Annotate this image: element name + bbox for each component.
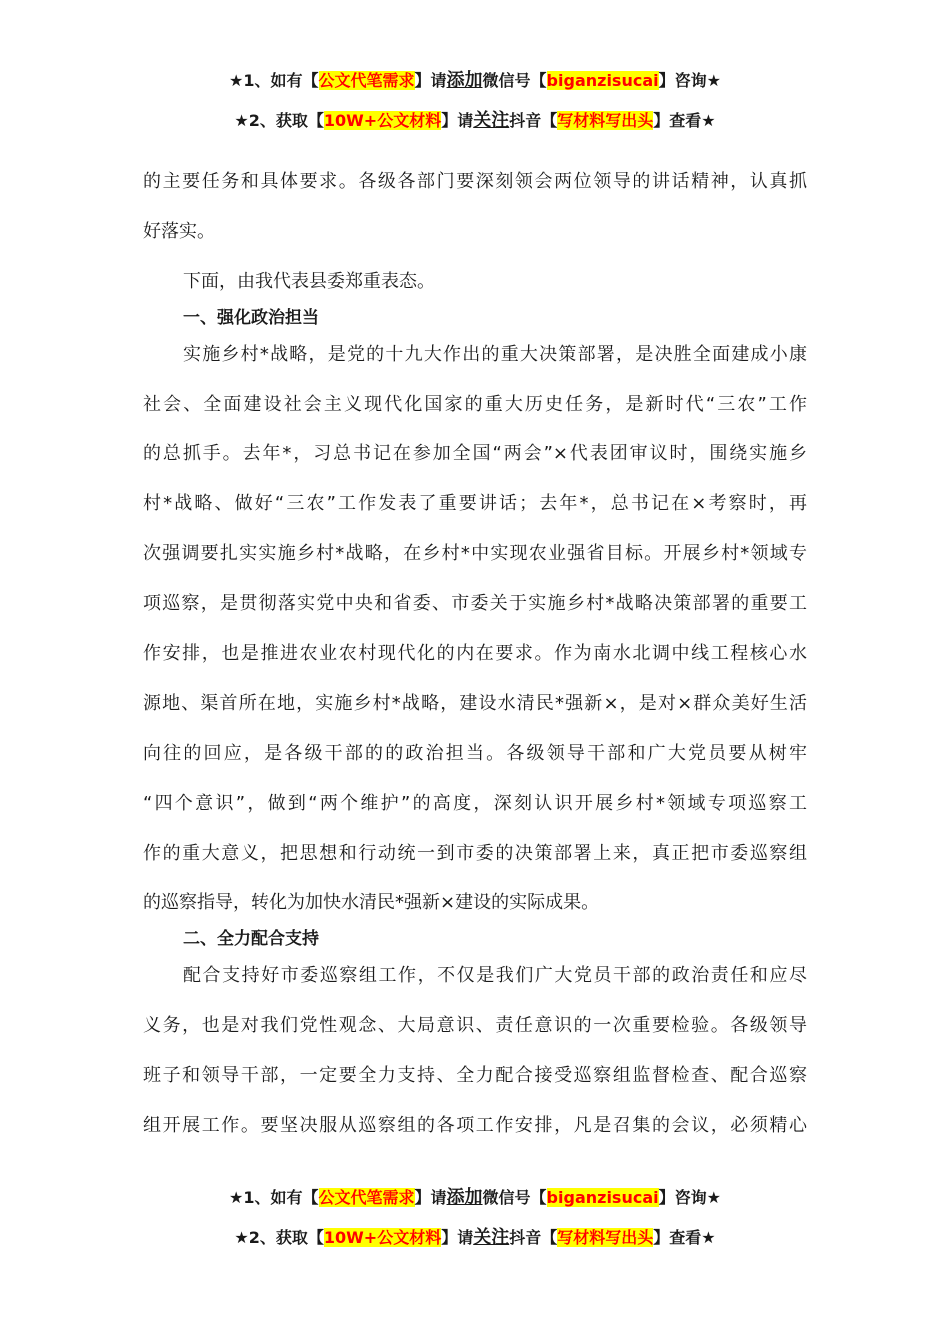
banner-suffix: 】查看★ [653,1228,716,1247]
text-line: 项巡察，是贯彻落实党中央和省委、市委关于实施乡村*战略决策部署的重要工 [143,593,807,615]
banner-text: 抖音【 [509,1228,558,1247]
paragraph [143,951,807,1151]
bottom-banner-line-1 [0,1188,950,1208]
banner-text: 抖音【 [509,111,558,130]
text-line: 源地、渠首所在地，实施乡村*战略，建设水清民*强新×，是对×群众美好生活 [143,692,807,714]
banner-suffix: 】咨询★ [658,1188,721,1207]
paragraph: 下面，由我代表县委郑重表态。 [183,270,435,292]
banner-emphasis: 关注 [473,110,510,131]
bottom-banner-line-2 [0,1228,950,1248]
document-body [143,157,807,1151]
banner-prefix: ★1、如有【 [229,71,319,90]
text-line: 班子和领导干部，一定要全力支持、全力配合接受巡察组监督检查、配合巡察 [143,1065,807,1087]
top-banner-line-2 [0,111,950,131]
text-line: 的总抓手。去年*，习总书记在参加全国“两会”×代表团审议时，围绕实施乡 [143,443,807,465]
banner-text: 】请 [441,1228,474,1247]
banner-prefix: ★2、获取【 [234,111,324,130]
text-line: 的巡察指导，转化为加快水清民*强新×建设的实际成果。 [143,892,600,914]
text-line: 向往的回应，是各级干部的的政治担当。各级领导干部和广大党员要从树牢 [143,742,807,764]
banner-wechat-id: biganzisucai [546,71,659,90]
banner-text: 】请 [441,111,474,130]
section-heading: 二、全力配合支持 [183,929,319,950]
paragraph [143,330,807,929]
text-line: 配合支持好市委巡察组工作，不仅是我们广大党员干部的政治责任和应尽 [183,965,807,987]
text-line: 社会、全面建设社会主义现代化国家的重大历史任务，是新时代“三农”工作 [143,393,807,415]
banner-prefix: ★2、获取【 [234,1228,324,1247]
banner-text: 】请 [414,1188,447,1207]
banner-emphasis: 添加 [446,70,483,91]
text-line: 实施乡村*战略，是党的十九大作出的重大决策部署，是决胜全面建成小康 [183,343,807,365]
banner-wechat-id: biganzisucai [546,1188,659,1207]
banner-emphasis: 关注 [473,1227,510,1248]
text-line: 组开展工作。要坚决服从巡察组的各项工作安排，凡是召集的会议，必须精心 [143,1115,807,1137]
text-line: 村*战略、做好“三农”工作发表了重要讲话；去年*，总书记在×考察时，再 [143,493,807,515]
text-line: 好落实。 [143,220,215,242]
banner-douyin-id: 写材料写出头 [557,1228,654,1247]
text-line: 作的重大意义，把思想和行动统一到市委的决策部署上来，真正把市委巡察组 [143,842,807,864]
top-banner-line-1 [0,71,950,91]
text-line: 作安排，也是推进农业农村现代化的内在要求。作为南水北调中线工程核心水 [143,643,807,665]
banner-suffix: 】咨询★ [658,71,721,90]
banner-douyin-id: 写材料写出头 [557,111,654,130]
text-line: 义务，也是对我们党性观念、大局意识、责任意识的一次重要检验。各级领导 [143,1015,807,1037]
banner-text: 微信号【 [482,1188,547,1207]
banner-emphasis: 添加 [446,1187,483,1208]
text-line: 的主要任务和具体要求。各级各部门要深刻领会两位领导的讲话精神，认真抓 [143,171,807,192]
banner-prefix: ★1、如有【 [229,1188,319,1207]
banner-highlight: 公文代笔需求 [318,1188,415,1207]
section-heading: 一、强化政治担当 [183,307,319,328]
text-line: 次强调要扎实实施乡村*战略，在乡村*中实现农业强省目标。开展乡村*领域专 [143,543,807,565]
banner-highlight: 10W+公文材料 [323,111,442,130]
banner-text: 微信号【 [482,71,547,90]
text-line: “四个意识”，做到“两个维护”的高度，深刻认识开展乡村*领域专项巡察工 [143,792,807,814]
banner-suffix: 】查看★ [653,111,716,130]
banner-highlight: 公文代笔需求 [318,71,415,90]
paragraph [143,157,807,257]
banner-text: 】请 [414,71,447,90]
banner-highlight: 10W+公文材料 [323,1228,442,1247]
